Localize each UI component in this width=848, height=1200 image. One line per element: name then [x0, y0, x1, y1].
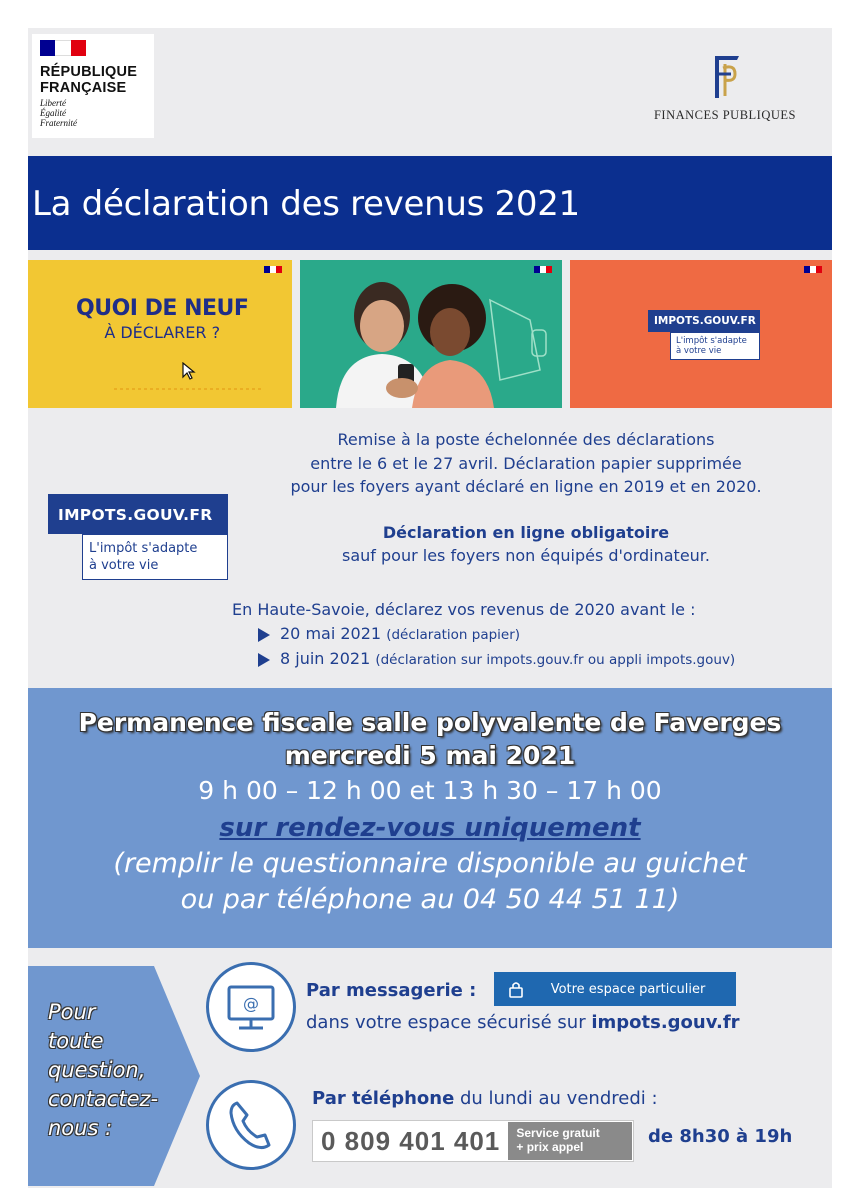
phone-number-box [312, 1120, 634, 1162]
contact-label: Pour toute question, contactez- nous : [48, 1000, 159, 1140]
couple-with-phone-illustration [300, 260, 562, 408]
triangle-bullet-icon [258, 653, 270, 667]
french-flag-icon [40, 40, 86, 56]
computer-mail-icon [206, 962, 296, 1052]
service-tag: Service gratuit + prix appel [508, 1122, 632, 1160]
finances-publiques-logo [640, 50, 810, 130]
rf-motto: Liberté Égalité Fraternité [40, 98, 77, 128]
cursor-icon [182, 362, 196, 380]
fp-name: FINANCES PUBLIQUES [653, 108, 796, 122]
list-item: 8 juin 2021 (déclaration sur impots.gouv.fr ou appli impots.gouv) [232, 647, 832, 673]
french-flag-icon [264, 266, 282, 273]
page-title: La déclaration des revenus 2021 [32, 184, 580, 224]
deadline-intro: En Haute-Savoie, déclarez vos revenus de 2020 avant le : [232, 600, 696, 619]
title-band [28, 156, 832, 250]
permanence-date: mercredi 5 mai 2021 [284, 741, 576, 770]
republique-francaise-logo [32, 34, 154, 138]
messaging-line: dans votre espace sécurisé sur impots.gouv.fr [306, 1012, 740, 1033]
permanence-note: (remplir le questionnaire disponible au guichet ou par téléphone au 04 50 44 51 11) [113, 848, 747, 915]
fp-monogram-icon [705, 50, 745, 102]
appointment-only: sur rendez-vous uniquement [219, 813, 641, 843]
tile-impots-badge [570, 260, 832, 408]
tile-quoi-de-neuf [28, 260, 292, 408]
info-text: Remise à la poste échelonnée des déclarations entre le 6 et le 27 avril. Déclaration papier supprimée pour les foyers ayant déclaré en ligne en 2019 et en 2020. Déclaration en ligne obligatoire sauf pour les foyers non équipés d'ordinateur. [236, 428, 816, 568]
impots-gouv-badge: IMPOTS.GOUV.FR L'impôt s'adapte à votre vie [48, 494, 228, 580]
permanence-title: Permanence fiscale salle polyvalente de Faverges [78, 708, 782, 737]
quoi-de-neuf-text: QUOI DE NEUF À DÉCLARER ? [76, 296, 249, 342]
tile-couple-photo [300, 260, 562, 408]
impots-site-link[interactable]: impots.gouv.fr [591, 1012, 740, 1033]
phone-icon [206, 1080, 296, 1170]
impots-gouv-badge-small: IMPOTS.GOUV.FR L'impôt s'adapte à votre vie [648, 310, 760, 360]
french-flag-icon [804, 266, 822, 273]
espace-particulier-button[interactable]: Votre espace particulier [494, 972, 736, 1006]
phone-hours: de 8h30 à 19h [648, 1126, 793, 1147]
list-item: 20 mai 2021 (déclaration papier) [232, 622, 832, 648]
rf-name: RÉPUBLIQUE FRANÇAISE [40, 64, 138, 96]
dotted-underline-decoration [114, 384, 264, 394]
deadlines [232, 598, 832, 673]
phone-number[interactable]: 0 809 401 401 [321, 1125, 501, 1156]
messaging-title: Par messagerie : [306, 980, 477, 1001]
permanence-hours: 9 h 00 – 12 h 00 et 13 h 30 – 17 h 00 [198, 776, 662, 805]
permanence-section [28, 688, 832, 948]
triangle-bullet-icon [258, 628, 270, 642]
online-obligatory-title: Déclaration en ligne obligatoire [382, 522, 670, 542]
phone-title: Par téléphone du lundi au vendredi : [312, 1088, 658, 1109]
lock-icon [494, 980, 538, 998]
svg-text:@: @ [243, 994, 259, 1013]
